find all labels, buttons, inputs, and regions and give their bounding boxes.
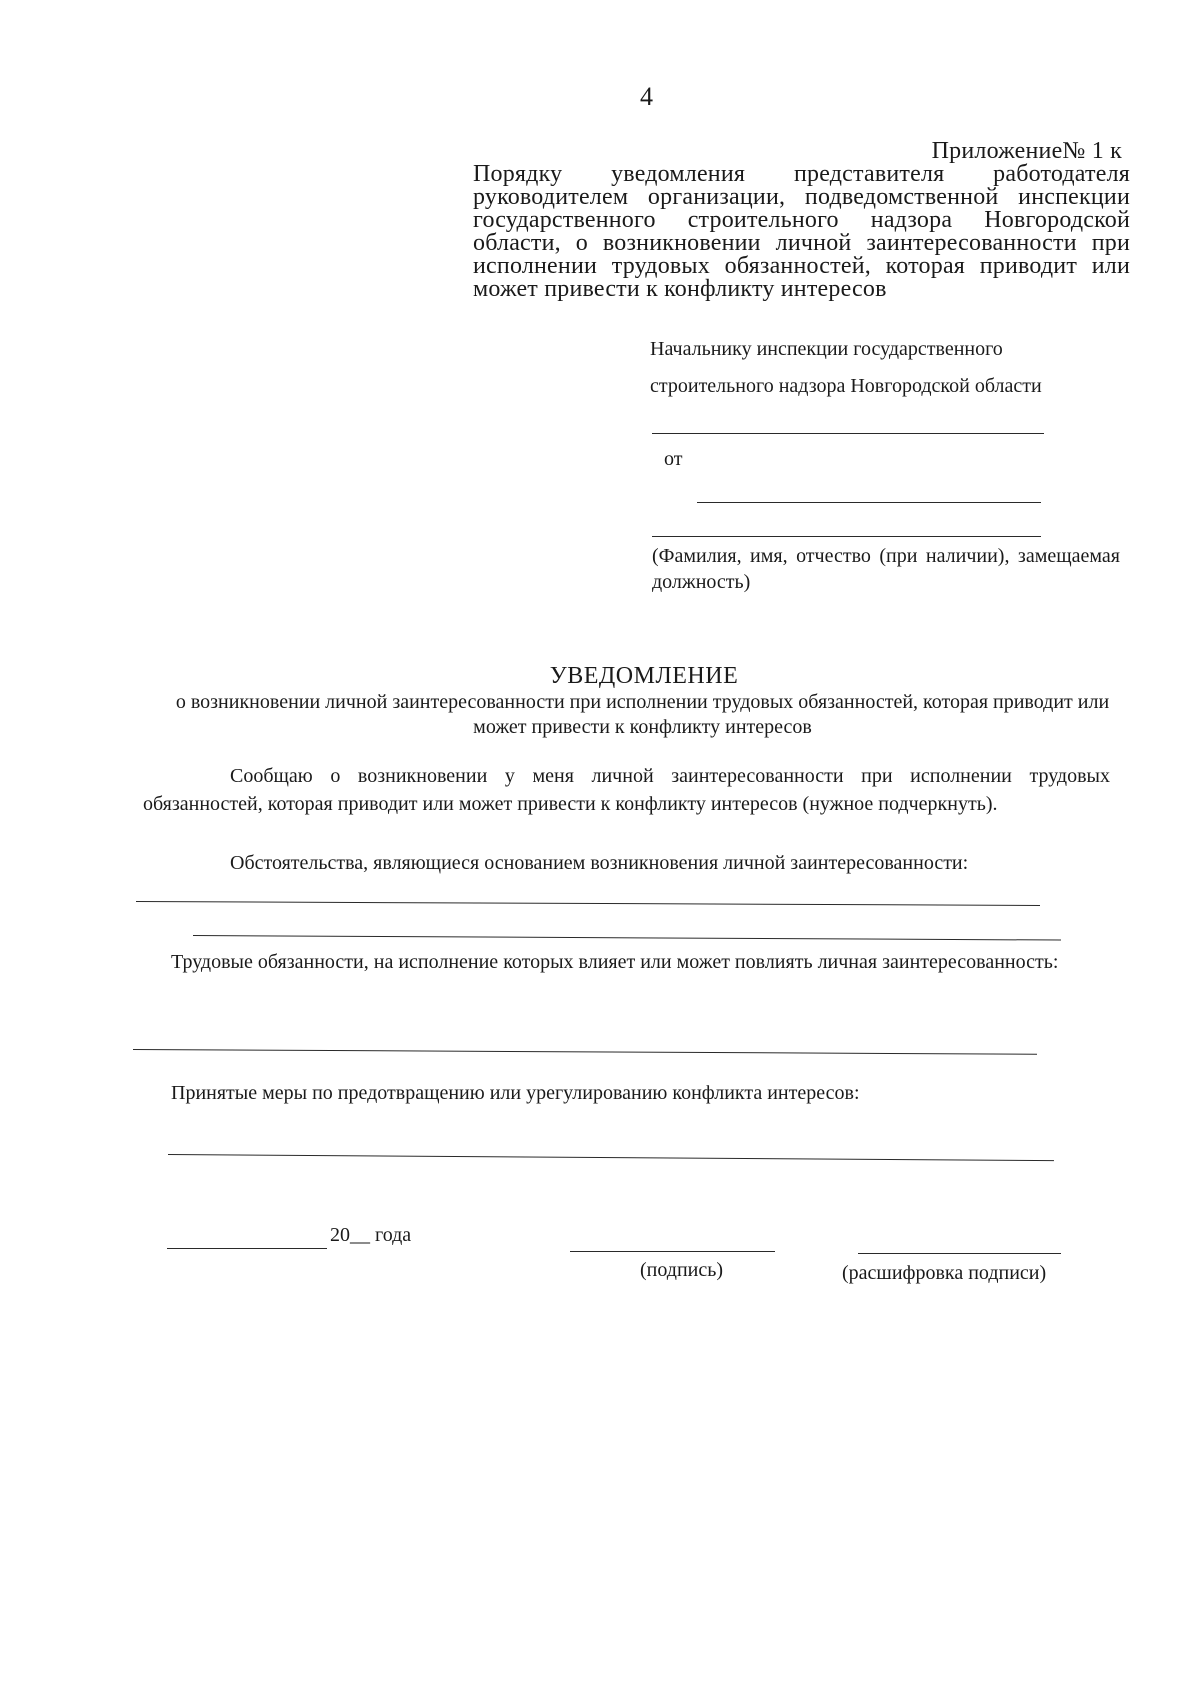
signature-caption: (подпись) bbox=[640, 1259, 724, 1281]
duties-label: Трудовые обязанности, на исполнение которых влияет или может повлиять личная заинтересованность: bbox=[171, 951, 1059, 973]
circumstances-label: Обстоятельства, являющиеся основанием возникновения личной заинтересованности: bbox=[230, 852, 969, 874]
from-blank-line-2 bbox=[652, 536, 1041, 537]
appendix-heading: Приложение№ 1 к bbox=[931, 138, 1122, 164]
measures-blank-line bbox=[168, 1154, 1054, 1161]
date-blank-line bbox=[167, 1248, 327, 1249]
addressee-line-2: строительного надзора Новгородской области bbox=[650, 375, 1042, 397]
signature-blank-line bbox=[570, 1251, 775, 1252]
page-number: 4 bbox=[640, 82, 653, 111]
duties-blank-line bbox=[133, 1049, 1037, 1055]
notice-paragraph: Сообщаю о возникновении у меня личной заинтересованности при исполнении трудовых обязанностей, которая приводит или может привести к конфликту интересов (нужное подчеркнуть). bbox=[143, 765, 1110, 815]
fio-caption: (Фамилия, имя, отчество (при наличии), замещаемая должность) bbox=[652, 545, 1120, 593]
addressee-line-1: Начальнику инспекции государственного bbox=[650, 338, 1003, 360]
signature-decode-caption: (расшифровка подписи) bbox=[842, 1262, 1047, 1284]
year-label: 20__ года bbox=[330, 1224, 412, 1246]
circumstances-blank-line-2 bbox=[193, 935, 1061, 941]
appendix-body: Порядку уведомления представителя работодателя руководителем организации, подведомственной инспекции государственного строительного надзора Новгородской области, о возникновении личной заинтересованности при исполнении трудовых обязанностей, которая приводит или может привести к конфликту интересов bbox=[473, 161, 1130, 302]
notice-title: УВЕДОМЛЕНИЕ bbox=[549, 663, 739, 689]
appendix-reference bbox=[473, 140, 1130, 301]
notice-subtitle: о возникновении личной заинтересованности при исполнении трудовых обязанностей, которая приводит или может привести к конфликту интересов bbox=[175, 691, 1110, 738]
from-label: от bbox=[664, 448, 683, 470]
from-blank-line-1 bbox=[697, 502, 1041, 503]
addressee-blank-line bbox=[652, 433, 1044, 434]
measures-label: Принятые меры по предотвращению или урегулированию конфликта интересов: bbox=[171, 1082, 860, 1104]
circumstances-blank-line-1 bbox=[136, 901, 1040, 906]
signature-decode-blank-line bbox=[858, 1253, 1061, 1254]
